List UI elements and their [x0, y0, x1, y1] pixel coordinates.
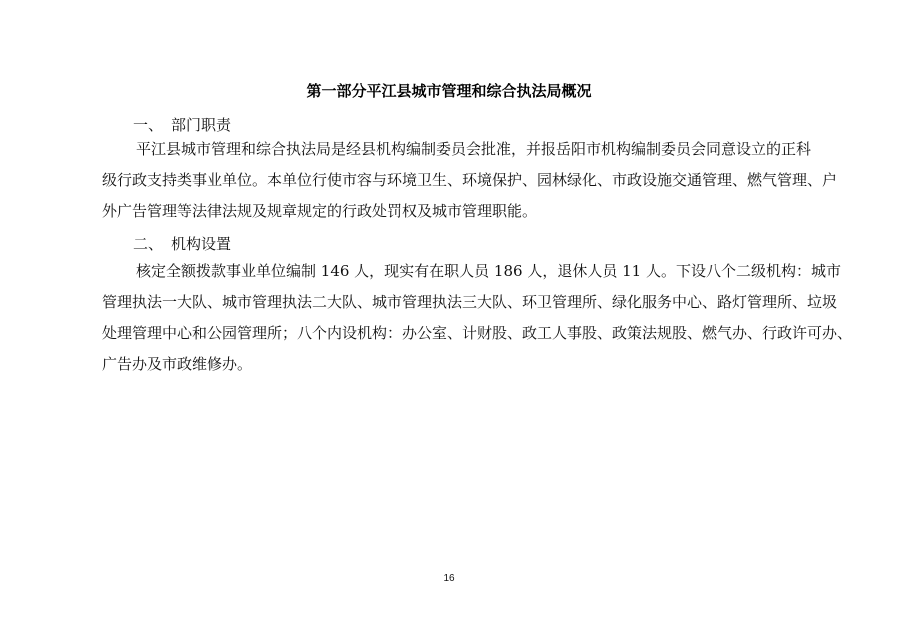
paragraph-line: 外广告管理等法律法规及规章规定的行政处罚权及城市管理职能。 — [102, 202, 538, 220]
paragraph-line: 级行政支持类事业单位。本单位行使市容与环境卫生、环境保护、园林绿化、市政设施交通管理、燃气管理、户 — [102, 171, 838, 189]
paragraph-line: 处理管理中心和公园管理所；八个内设机构：办公室、计财股、政工人事股、政策法规股、燃气办、行政许可办、 — [102, 324, 853, 342]
section-title: 机构设置 — [171, 235, 232, 253]
paragraph-line: 管理执法一大队、城市管理执法二大队、城市管理执法三大队、环卫管理所、绿化服务中心、路灯管理所、垃圾 — [102, 293, 838, 311]
paragraph-line: 广告办及市政维修办。 — [102, 355, 253, 373]
section-number: 一、 — [133, 116, 164, 134]
section-heading-duties — [133, 115, 231, 135]
section-heading-organization — [133, 234, 231, 254]
section-title: 部门职责 — [171, 116, 232, 134]
page-title: 第一部分平江县城市管理和综合执法局概况 — [306, 82, 592, 100]
paragraph-duties — [102, 138, 838, 231]
paragraph-organization — [102, 260, 853, 384]
paragraph-line: 核定全额拨款事业单位编制 146 人，现实有在职人员 186 人，退休人员 11 人。下设八个二级机构：城市 — [136, 262, 841, 280]
paragraph-line: 平江县城市管理和综合执法局是经县机构编制委员会批准，并报岳阳市机构编制委员会同意设立的正科 — [136, 140, 812, 158]
page-number: 16 — [443, 573, 455, 584]
section-number: 二、 — [133, 235, 164, 253]
